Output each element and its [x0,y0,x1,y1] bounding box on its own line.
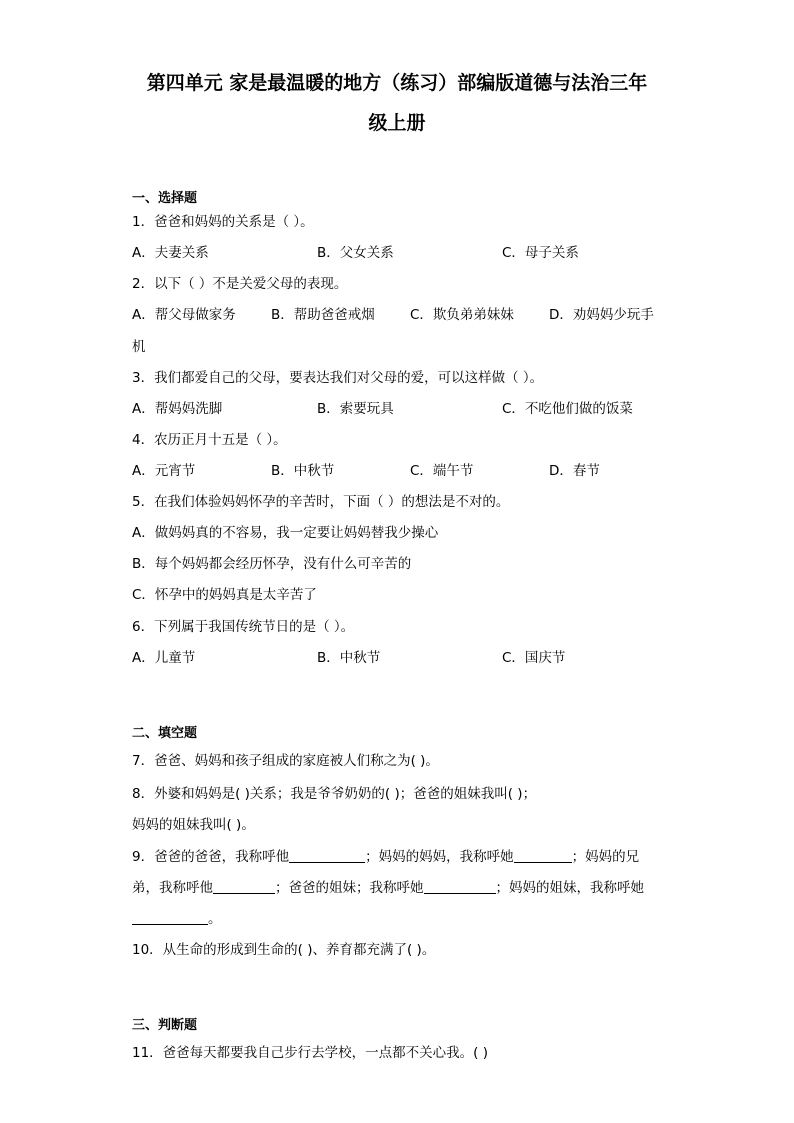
question-3-stem: 3．我们都爱自己的父母，要表达我们对父母的爱，可以这样做（ ）。 [132,370,544,386]
question-4-option-b: B．中秋节 [271,463,335,479]
section-heading-choice: 一、选择题 [132,191,198,206]
question-7: 7．爸爸、妈妈和孩子组成的家庭被人们称之为( )。 [132,753,439,769]
question-6-option-c: C．国庆节 [502,650,566,666]
question-1-stem: 1．爸爸和妈妈的关系是（ ）。 [132,214,314,230]
question-2-option-d-wrap: 机 [132,339,146,355]
q9-text-2b: ；爸爸的姐妹；我称呼她 [275,880,424,896]
q9-text-1a: 9．爸爸的爸爸，我称呼他 [132,849,290,865]
question-5-stem: 5．在我们体验妈妈怀孕的辛苦时，下面（ ）的想法是不对的。 [132,494,510,510]
q9-text-1c: ；妈妈的兄 [571,849,640,865]
question-11: 11．爸爸每天都要我自己步行去学校，一点都不关心我。( ) [132,1045,489,1061]
question-3-option-a: A．帮妈妈洗脚 [132,401,223,417]
answer-blank [289,848,365,863]
question-5-option-a: A．做妈妈真的不容易，我一定要让妈妈替我少操心 [132,525,439,541]
question-2-option-c: C．欺负弟弟妹妹 [410,307,514,323]
question-10: 10．从生命的形成到生命的( )、养育都充满了( )。 [132,942,436,958]
section-heading-fill: 二、填空题 [132,726,198,741]
question-2-option-d: D．劝妈妈少玩手 [549,307,654,323]
question-2-option-b: B．帮助爸爸戒烟 [271,307,375,323]
question-8-line2: 妈妈的姐妹我叫( )。 [132,817,255,833]
question-8-line1: 8．外婆和妈妈是( )关系；我是爷爷奶奶的( )；爸爸的姐妹我叫( )； [132,786,537,802]
question-6-option-b: B．中秋节 [317,650,381,666]
question-1-option-b: B．父女关系 [317,245,394,261]
question-1-option-c: C．母子关系 [502,245,579,261]
q9-text-2c: ；妈妈的姐妹，我称呼她 [495,880,644,896]
question-4-stem: 4．农历正月十五是（ ）。 [132,432,287,448]
page-title-line2: 级上册 [368,112,426,134]
question-5-option-b: B．每个妈妈都会经历怀孕，没有什么可辛苦的 [132,556,412,572]
question-5-option-c: C．怀孕中的妈妈真是太辛苦了 [132,587,317,603]
q9-text-2a: 弟，我称呼他 [132,880,213,896]
question-3-option-b: B．索要玩具 [317,401,394,417]
question-2-stem: 2．以下（ ）不是关爱父母的表现。 [132,276,348,292]
question-2-option-a: A．帮父母做家务 [132,307,236,323]
question-6-option-a: A．儿童节 [132,650,196,666]
answer-blank [514,848,572,863]
question-4-option-c: C．端午节 [410,463,474,479]
question-4-option-d: D．春节 [549,463,600,479]
question-3-option-c: C．不吃他们做的饭菜 [502,401,633,417]
answer-blank [424,879,496,894]
question-9-line1 [132,847,639,867]
q9-text-1b: ；妈妈的妈妈，我称呼她 [365,849,514,865]
question-9-line3 [132,909,222,929]
q9-text-3: 。 [208,911,222,927]
question-4-option-a: A．元宵节 [132,463,196,479]
question-9-line2 [132,878,644,898]
answer-blank [213,879,275,894]
section-heading-judge: 三、判断题 [132,1018,198,1033]
page-title-line1: 第四单元 家是最温暖的地方（练习）部编版道德与法治三年 [146,72,648,94]
question-6-stem: 6．下列属于我国传统节日的是（ ）。 [132,619,355,635]
question-1-option-a: A．夫妻关系 [132,245,209,261]
answer-blank [132,910,208,925]
